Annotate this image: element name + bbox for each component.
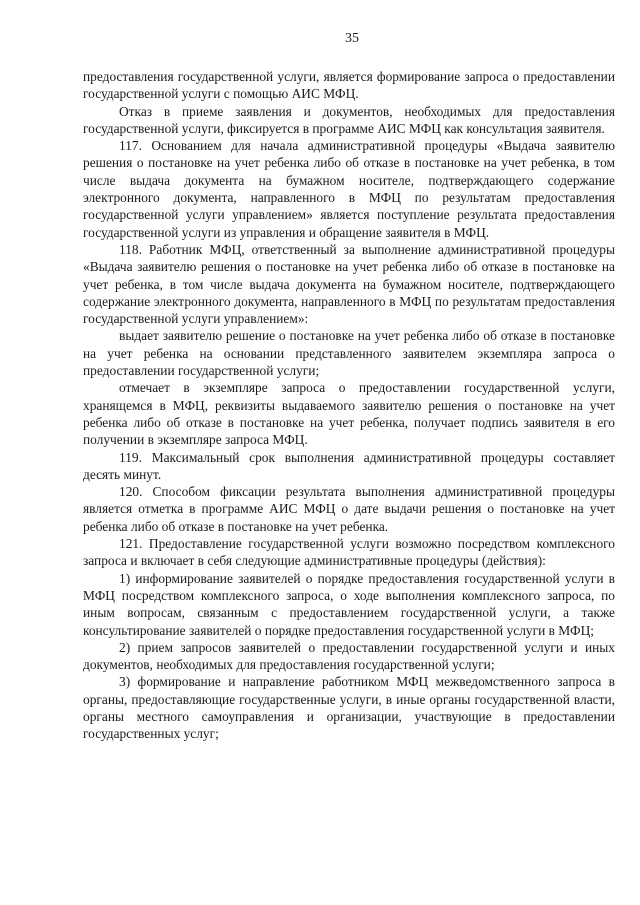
paragraph: 118. Работник МФЦ, ответственный за выполнение административной процедуры «Выдача заявителю решения о постановке на учет ребенка либо об отказе в постановке на учет ребенка, в том числе выдача документа на бумажном носителе, подтверждающего содержание электронного документа, направленного в МФЦ по результатам предоставления государственной услуги управлением»: — [83, 241, 615, 327]
paragraph: 3) формирование и направление работником МФЦ межведомственного запроса в органы, предоставляющие государственные услуги, в иные органы государственной власти, органы местного самоуправления и организации, участвующие в предоставлении государственных услуг; — [83, 674, 615, 742]
paragraph: предоставления государственной услуги, является формирование запроса о предоставлении государственной услуги с помощью АИС МФЦ. — [83, 69, 615, 102]
paragraph: 1) информирование заявителей о порядке предоставления государственной услуги в МФЦ посредством комплексного запроса, о ходе выполнения комплексного запроса, по иным вопросам, связанным с предоставлением государственной услуги, а также консультирование заявителей о порядке предоставления государственной услуги в МФЦ; — [83, 570, 615, 638]
paragraph: 117. Основанием для начала административной процедуры «Выдача заявителю решения о постановке на учет ребенка либо об отказе в постановке на учет ребенка, в том числе выдача документа на бумажном носителе, подтверждающего содержание электронного документа, направленного в МФЦ по результатам предоставления государственной услуги управлением» является поступление результата предоставления государственной услуги из управления и обращение заявителя в МФЦ. — [83, 138, 615, 240]
paragraph: 2) прием запросов заявителей о предоставлении государственной услуги и иных документов, необходимых для предоставления государственной услуги; — [83, 639, 615, 673]
paragraph: 121. Предоставление государственной услуги возможно посредством комплексного запроса и включает в себя следующие административные процедуры (действия): — [83, 536, 615, 569]
document-body — [83, 68, 615, 743]
document-page — [83, 30, 615, 743]
paragraph: выдает заявителю решение о постановке на учет ребенка либо об отказе в постановке на учет ребенка на основании представленного заявителем экземпляра запроса о предоставлении государственной услуги; — [83, 328, 615, 379]
paragraph: 119. Максимальный срок выполнения административной процедуры составляет десять минут. — [83, 449, 615, 482]
page-number: 35 — [345, 31, 359, 46]
paragraph: отмечает в экземпляре запроса о предоставлении государственной услуги, хранящемся в МФЦ, реквизиты выдаваемого заявителю решения о постановке на учет ребенка либо об отказе в постановке на учет ребенка, получает подпись заявителя в его получении в экземпляре запроса МФЦ. — [83, 380, 615, 448]
paragraph: 120. Способом фиксации результата выполнения административной процедуры является отметка в программе АИС МФЦ о дате выдачи решения о постановке на учет ребенка либо об отказе в постановке на учет ребенка. — [83, 484, 615, 534]
paragraph: Отказ в приеме заявления и документов, необходимых для предоставления государственной услуги, фиксируется в программе АИС МФЦ как консультация заявителя. — [83, 103, 615, 136]
